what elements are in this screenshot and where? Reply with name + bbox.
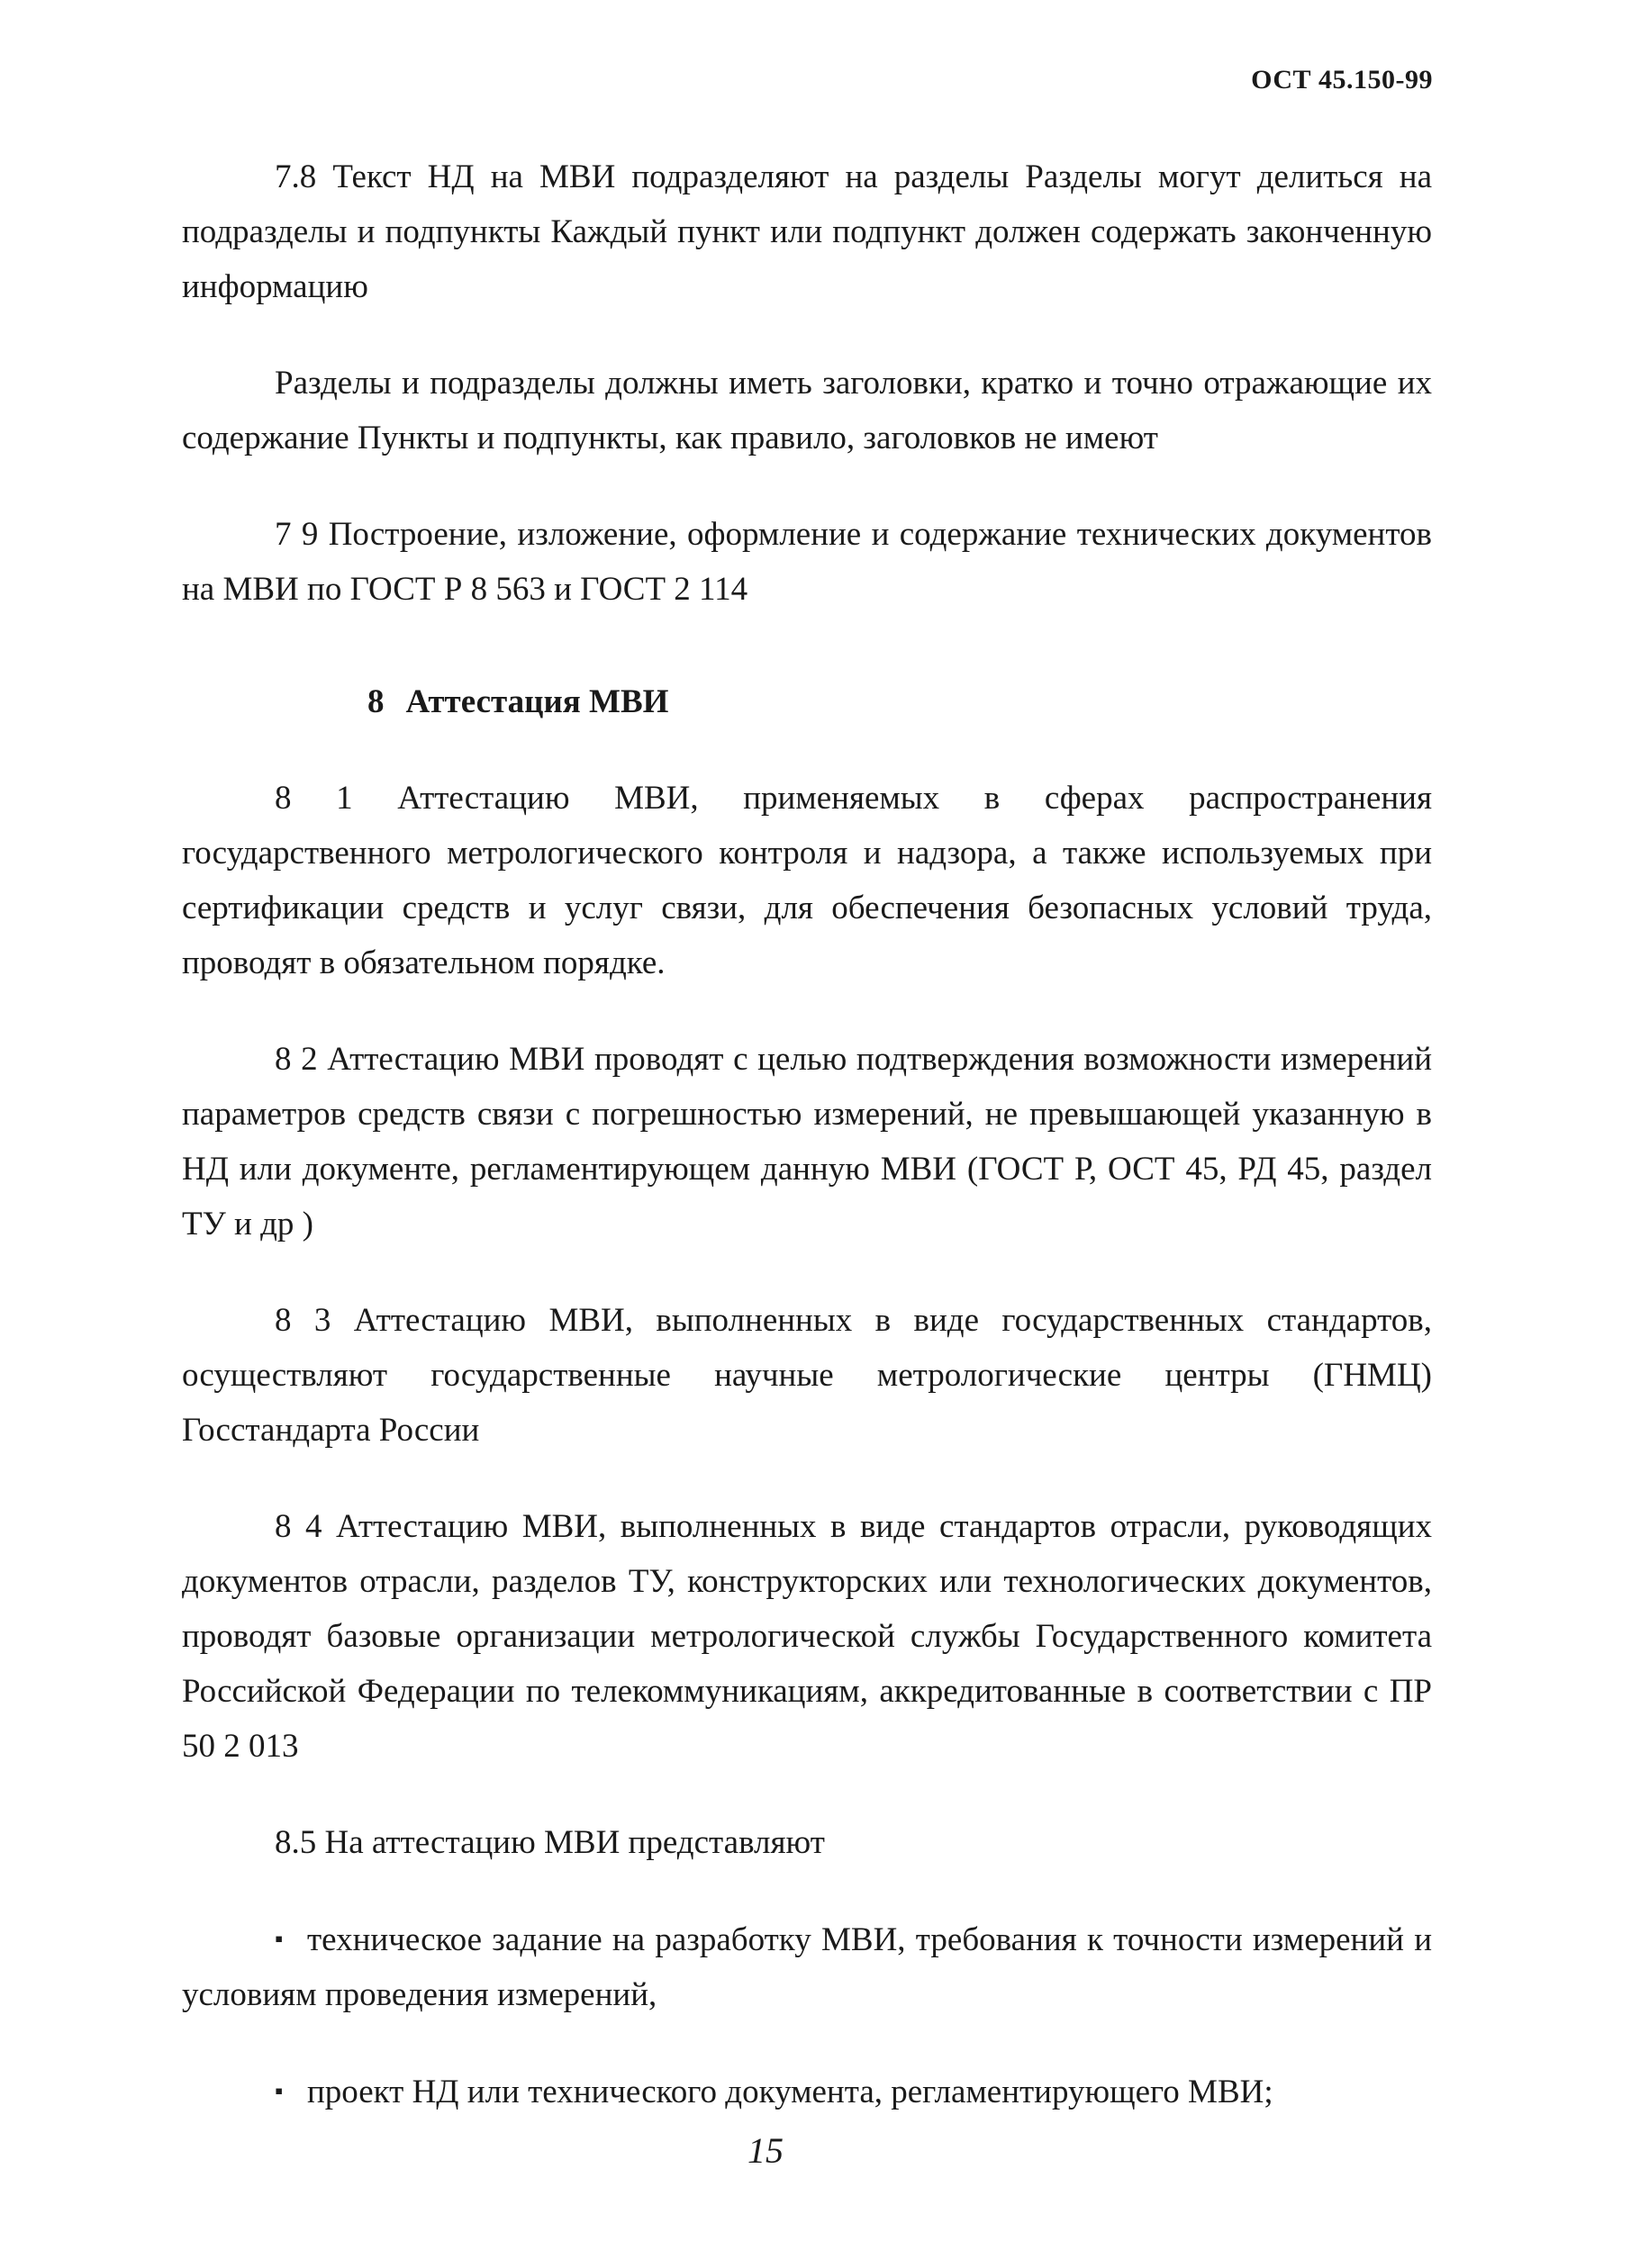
- list-item-text: проект НД или технического документа, регламентирующего МВИ;: [307, 2074, 1273, 2110]
- bullet-icon: ▪: [275, 1926, 284, 1952]
- clause-8-4: 8 4 Аттестацию МВИ, выполненных в виде стандартов отрасли, руководящих документов отрасли, разделов ТУ, конструкторских или технологических документов, проводят базовые организации метрологической службы Государственного комитета Российской Федерации по телекоммуникациям, аккредитованные в соответствии с ПР 50 2 013: [182, 1508, 1432, 1765]
- page-number: 15: [747, 2130, 784, 2171]
- clause-8-3: 8 3 Аттестацию МВИ, выполненных в виде государственных стандартов, осуществляют государственные научные метрологические центры (ГНМЦ) Госстандарта России: [182, 1302, 1432, 1449]
- bullet-icon: ▪: [275, 2078, 284, 2104]
- clause-7-9: 7 9 Построение, изложение, оформление и содержание технических документов на МВИ по ГОСТ Р 8 563 и ГОСТ 2 114: [182, 516, 1432, 608]
- document-code: ОСТ 45.150-99: [1251, 65, 1433, 95]
- list-item-text: техническое задание на разработку МВИ, требования к точности измерений и условиям проведения измерений,: [182, 1921, 1432, 2013]
- section-title: Аттестация МВИ: [405, 683, 669, 720]
- clause-7-8: 7.8 Текст НД на МВИ подразделяют на разделы Разделы могут делиться на подразделы и подпункты Каждый пункт или подпункт должен содержать законченную информацию: [182, 158, 1432, 305]
- clause-8-1: 8 1 Аттестацию МВИ, применяемых в сферах распространения государственного метрологического контроля и надзора, а также используемых при сертификации средств и услуг связи, для обеспечения безопасных условий труда, проводят в обязательном порядке.: [182, 780, 1432, 981]
- section-heading: [182, 674, 1432, 729]
- list-item: [182, 1911, 1432, 2022]
- clause-8-5: 8.5 На аттестацию МВИ представляют: [275, 1824, 825, 1861]
- document-body: [182, 149, 1432, 2161]
- section-number: 8: [367, 683, 385, 720]
- clause-8-2: 8 2 Аттестацию МВИ проводят с целью подтверждения возможности измерений параметров средств связи с погрешностью измерений, не превышающей указанную в НД или документе, регламентирующем данную МВИ (ГОСТ Р, ОСТ 45, РД 45, раздел ТУ и др ): [182, 1041, 1432, 1242]
- clause-7-8-continuation: Разделы и подразделы должны иметь заголовки, кратко и точно отражающие их содержание Пункты и подпункты, как правило, заголовков не имеют: [182, 365, 1432, 456]
- list-item: [182, 2064, 1432, 2119]
